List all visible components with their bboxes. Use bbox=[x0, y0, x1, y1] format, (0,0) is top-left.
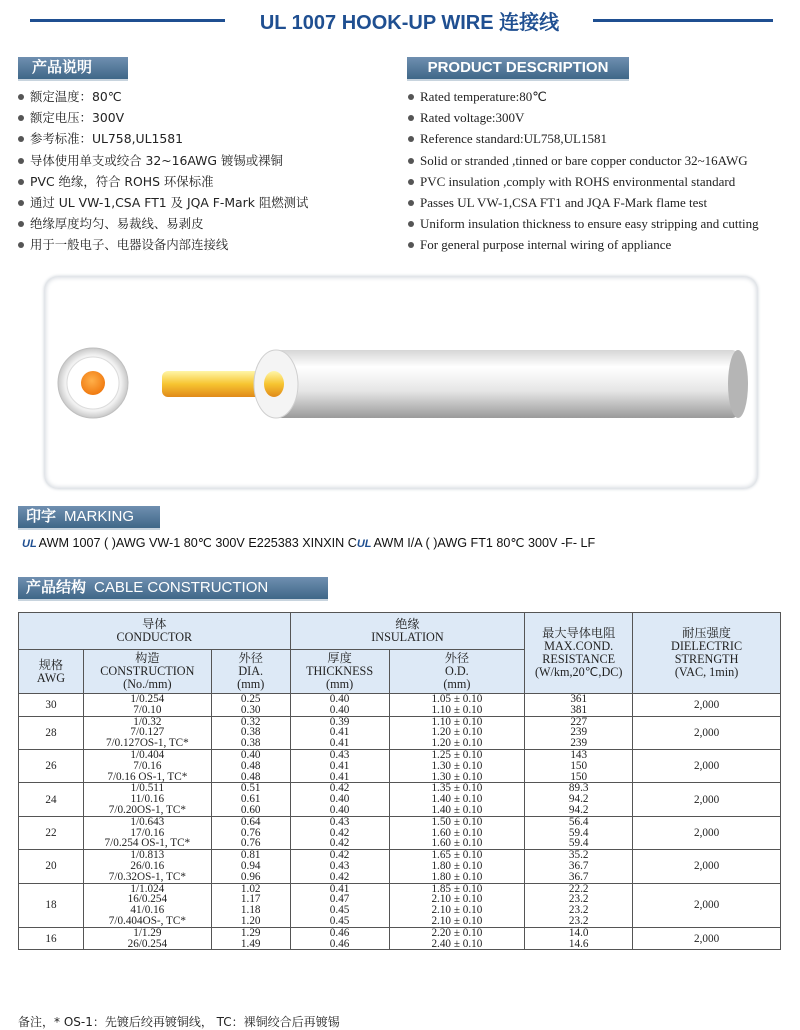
wire-side-view bbox=[162, 350, 748, 418]
resistance-cell-line: 14.6 bbox=[568, 937, 589, 950]
bullet-icon bbox=[18, 179, 24, 185]
marking-text: UL AWM 1007 ( )AWG VW-1 80℃ 300V E225383 XINXIN CUL AWM I/A ( )AWG FT1 80℃ 300V -F- LF bbox=[22, 536, 596, 550]
voltage-cell: 2,000 bbox=[633, 694, 781, 717]
bullet-icon bbox=[408, 115, 414, 121]
od-cell-line: 1.25 ± 0.10 bbox=[431, 748, 483, 761]
awg-header: 规格 AWG bbox=[19, 650, 84, 694]
dia-cell-line: 0.76 bbox=[240, 826, 261, 839]
thickness-cell-line: 0.46 bbox=[329, 937, 350, 950]
construction-cell-line: 1/0.254 bbox=[130, 693, 165, 705]
od-cell-line: 2.10 ± 0.10 bbox=[431, 904, 483, 917]
dia-cell-line: 0.81 bbox=[240, 849, 261, 862]
od-cell-line: 1.85 ± 0.10 bbox=[431, 882, 483, 895]
resistance-cell bbox=[525, 816, 633, 849]
construction-cell-line: 11/0.16 bbox=[130, 793, 165, 806]
dia-cell-line: 0.48 bbox=[240, 770, 261, 783]
thickness-cell-line: 0.45 bbox=[329, 904, 350, 917]
bullet-icon bbox=[408, 242, 414, 248]
od-cell-line: 1.65 ± 0.10 bbox=[431, 849, 483, 862]
od-cell-line: 1.40 ± 0.10 bbox=[431, 803, 483, 816]
list-item: Rated voltage:300V bbox=[408, 107, 759, 128]
description-cn-list bbox=[18, 86, 308, 256]
bullet-icon bbox=[408, 179, 414, 185]
list-item: 绝缘厚度均匀、易裁线、易剥皮 bbox=[18, 213, 308, 234]
od-cell-line: 2.20 ± 0.10 bbox=[431, 926, 483, 939]
dia-cell-line: 0.25 bbox=[240, 693, 261, 705]
resistance-cell bbox=[525, 694, 633, 717]
dia-cell bbox=[211, 883, 290, 927]
od-cell bbox=[389, 783, 525, 816]
dia-header: 外径 DIA. (mm) bbox=[211, 650, 290, 694]
table-row bbox=[19, 749, 781, 782]
bullet-icon bbox=[18, 242, 24, 248]
dia-cell-line: 0.38 bbox=[240, 737, 261, 750]
thickness-cell-line: 0.39 bbox=[329, 715, 350, 728]
construction-cell-line: 1/0.32 bbox=[133, 715, 162, 728]
thickness-cell-line: 0.41 bbox=[329, 737, 350, 750]
construction-cell bbox=[83, 883, 211, 927]
od-cell bbox=[389, 749, 525, 782]
wire-end-view bbox=[58, 348, 128, 418]
construction-cell bbox=[83, 850, 211, 883]
conductor-group-header: 导体 CONDUCTOR bbox=[19, 613, 291, 650]
construction-cell-line: 7/0.32OS-1, TC* bbox=[108, 870, 186, 883]
resistance-cell-line: 361 bbox=[570, 693, 588, 705]
resistance-cell-line: 36.7 bbox=[568, 859, 589, 872]
construction-cell-line: 1/1.024 bbox=[130, 882, 165, 895]
thickness-cell bbox=[290, 850, 389, 883]
list-item: 用于一般电子、电器设备内部连接线 bbox=[18, 234, 308, 255]
description-cn-header: 产品说明 bbox=[18, 57, 128, 79]
resistance-header: 最大导体电阻 MAX.COND. RESISTANCE (W/km,20℃,DC) bbox=[525, 613, 633, 694]
ul-logo-icon: UL bbox=[356, 538, 372, 550]
resistance-cell bbox=[525, 927, 633, 950]
dia-cell-line: 1.49 bbox=[240, 937, 261, 950]
construction-cell-line: 17/0.16 bbox=[130, 826, 165, 839]
thickness-cell-line: 0.43 bbox=[329, 815, 350, 828]
awg-cell: 18 bbox=[19, 883, 84, 927]
thickness-cell-line: 0.40 bbox=[329, 703, 350, 716]
thickness-cell-line: 0.40 bbox=[329, 793, 350, 806]
list-item: Passes UL VW-1,CSA FT1 and JQA F-Mark flame test bbox=[408, 192, 759, 213]
construct-header: 构造 CONSTRUCTION (No./mm) bbox=[83, 650, 211, 694]
dia-cell-line: 0.38 bbox=[240, 726, 261, 739]
od-cell-line: 1.60 ± 0.10 bbox=[431, 837, 483, 850]
construction-cell-line: 7/0.10 bbox=[133, 703, 162, 716]
od-cell bbox=[389, 850, 525, 883]
dia-cell-line: 0.32 bbox=[240, 715, 261, 728]
dia-cell-line: 1.20 bbox=[240, 914, 261, 927]
construction-cell-line: 7/0.127OS-1, TC* bbox=[105, 737, 189, 750]
od-cell-line: 1.30 ± 0.10 bbox=[431, 770, 483, 783]
construction-cell-line: 1/0.511 bbox=[130, 782, 165, 795]
description-en-list bbox=[408, 86, 759, 256]
od-cell-line: 1.10 ± 0.10 bbox=[431, 715, 483, 728]
voltage-cell: 2,000 bbox=[633, 883, 781, 927]
thickness-cell-line: 0.41 bbox=[329, 770, 350, 783]
od-cell-line: 1.40 ± 0.10 bbox=[431, 793, 483, 806]
resistance-cell-line: 59.4 bbox=[568, 837, 589, 850]
dia-cell bbox=[211, 749, 290, 782]
dia-cell-line: 0.48 bbox=[240, 759, 261, 772]
footnote: 备注，* OS-1：先镀后绞再镀铜线， TC：裸铜绞合后再镀锡 bbox=[18, 1015, 340, 1029]
resistance-cell bbox=[525, 783, 633, 816]
list-item: Reference standard:UL758,UL1581 bbox=[408, 128, 759, 149]
list-item: 导体使用单支或绞合 32~16AWG 镀锡或裸铜 bbox=[18, 150, 308, 171]
list-item: PVC insulation ,comply with ROHS environmental standard bbox=[408, 171, 759, 192]
construction-cell-line: 26/0.254 bbox=[127, 937, 168, 950]
thickness-cell bbox=[290, 783, 389, 816]
awg-cell: 30 bbox=[19, 694, 84, 717]
od-cell-line: 2.40 ± 0.10 bbox=[431, 937, 483, 950]
voltage-cell: 2,000 bbox=[633, 850, 781, 883]
awg-cell: 28 bbox=[19, 716, 84, 749]
dia-cell-line: 1.02 bbox=[240, 882, 261, 895]
thickness-cell-line: 0.42 bbox=[329, 837, 350, 850]
thickness-cell-line: 0.42 bbox=[329, 782, 350, 795]
insulation-group-header: 绝缘 INSULATION bbox=[290, 613, 525, 650]
resistance-cell-line: 23.2 bbox=[568, 904, 589, 917]
thickness-cell-line: 0.42 bbox=[329, 870, 350, 883]
construction-table bbox=[18, 612, 781, 950]
table-row bbox=[19, 850, 781, 883]
dia-cell-line: 0.60 bbox=[240, 803, 261, 816]
awg-cell: 24 bbox=[19, 783, 84, 816]
od-cell-line: 1.50 ± 0.10 bbox=[431, 815, 483, 828]
list-item: PVC 绝缘，符合 ROHS 环保标准 bbox=[18, 171, 308, 192]
thickness-cell-line: 0.46 bbox=[329, 926, 350, 939]
thickness-cell bbox=[290, 883, 389, 927]
list-item: Rated temperature:80℃ bbox=[408, 86, 759, 107]
resistance-cell-line: 239 bbox=[570, 737, 588, 750]
resistance-cell-line: 89.3 bbox=[568, 782, 589, 795]
bullet-icon bbox=[408, 200, 414, 206]
od-cell-line: 2.10 ± 0.10 bbox=[431, 893, 483, 906]
construction-cell-line: 1/0.643 bbox=[130, 815, 165, 828]
list-item: Solid or stranded ,tinned or bare copper conductor 32~16AWG bbox=[408, 150, 759, 171]
construction-cell-line: 7/0.16 OS-1, TC* bbox=[107, 770, 188, 783]
bullet-icon bbox=[18, 221, 24, 227]
od-cell-line: 1.80 ± 0.10 bbox=[431, 870, 483, 883]
page-title-bar bbox=[0, 4, 800, 32]
awg-cell: 26 bbox=[19, 749, 84, 782]
dia-cell bbox=[211, 694, 290, 717]
resistance-cell-line: 56.4 bbox=[568, 815, 589, 828]
resistance-cell-line: 94.2 bbox=[568, 803, 589, 816]
thickness-cell-line: 0.40 bbox=[329, 803, 350, 816]
od-cell-line: 1.05 ± 0.10 bbox=[431, 693, 483, 705]
od-cell-line: 1.60 ± 0.10 bbox=[431, 826, 483, 839]
bullet-icon bbox=[18, 158, 24, 164]
od-cell bbox=[389, 716, 525, 749]
resistance-cell bbox=[525, 749, 633, 782]
dielectric-header: 耐压强度 DIELECTRIC STRENGTH (VAC, 1min) bbox=[633, 613, 781, 694]
bullet-icon bbox=[18, 94, 24, 100]
voltage-cell: 2,000 bbox=[633, 749, 781, 782]
resistance-cell-line: 150 bbox=[570, 759, 588, 772]
thickness-cell-line: 0.41 bbox=[329, 726, 350, 739]
table-row bbox=[19, 716, 781, 749]
od-header: 外径 O.D. (mm) bbox=[389, 650, 525, 694]
dia-cell-line: 1.29 bbox=[240, 926, 261, 939]
od-cell bbox=[389, 694, 525, 717]
thickness-cell-line: 0.41 bbox=[329, 759, 350, 772]
construction-cell-line: 7/0.404OS-, TC* bbox=[108, 914, 186, 927]
construction-cell-line: 7/0.20OS-1, TC* bbox=[108, 803, 186, 816]
resistance-cell-line: 14.0 bbox=[568, 926, 589, 939]
dia-cell-line: 0.40 bbox=[240, 748, 261, 761]
ul-logo-icon: UL bbox=[22, 538, 37, 550]
thickness-cell-line: 0.43 bbox=[329, 748, 350, 761]
dia-cell bbox=[211, 716, 290, 749]
dia-cell bbox=[211, 816, 290, 849]
od-cell bbox=[389, 927, 525, 950]
thickness-header: 厚度 THICKNESS (mm) bbox=[290, 650, 389, 694]
dia-cell-line: 0.76 bbox=[240, 837, 261, 850]
thickness-cell-line: 0.41 bbox=[329, 882, 350, 895]
dia-cell bbox=[211, 783, 290, 816]
thickness-cell-line: 0.42 bbox=[329, 849, 350, 862]
resistance-cell-line: 22.2 bbox=[568, 882, 589, 895]
resistance-cell-line: 239 bbox=[570, 726, 588, 739]
dia-cell-line: 1.17 bbox=[240, 893, 261, 906]
thickness-cell bbox=[290, 816, 389, 849]
dia-cell bbox=[211, 927, 290, 950]
resistance-cell-line: 143 bbox=[570, 748, 588, 761]
resistance-cell-line: 94.2 bbox=[568, 793, 589, 806]
table-row bbox=[19, 694, 781, 717]
thickness-cell bbox=[290, 694, 389, 717]
construction-cell-line: 1/0.813 bbox=[130, 849, 165, 862]
title-rule-left bbox=[30, 19, 225, 22]
list-item: Uniform insulation thickness to ensure easy stripping and cutting bbox=[408, 213, 759, 234]
construction-cell-line: 7/0.127 bbox=[130, 726, 165, 739]
construction-cell bbox=[83, 694, 211, 717]
construction-header: 产品结构 CABLE CONSTRUCTION bbox=[18, 577, 328, 599]
resistance-cell bbox=[525, 716, 633, 749]
construction-cell bbox=[83, 816, 211, 849]
list-item: For general purpose internal wiring of appliance bbox=[408, 234, 759, 255]
resistance-cell-line: 23.2 bbox=[568, 914, 589, 927]
wire-illustration bbox=[44, 276, 758, 489]
dia-cell-line: 0.51 bbox=[240, 782, 261, 795]
description-en-header: PRODUCT DESCRIPTION bbox=[407, 57, 629, 79]
thickness-cell-line: 0.45 bbox=[329, 914, 350, 927]
od-cell-line: 1.35 ± 0.10 bbox=[431, 782, 483, 795]
dia-cell-line: 0.30 bbox=[240, 703, 261, 716]
dia-cell-line: 0.94 bbox=[240, 859, 261, 872]
resistance-cell-line: 381 bbox=[570, 703, 588, 716]
resistance-cell-line: 227 bbox=[570, 715, 588, 728]
voltage-cell: 2,000 bbox=[633, 716, 781, 749]
bullet-icon bbox=[18, 200, 24, 206]
dia-cell-line: 0.61 bbox=[240, 793, 261, 806]
thickness-cell-line: 0.42 bbox=[329, 826, 350, 839]
construction-cell-line: 7/0.254 OS-1, TC* bbox=[104, 837, 191, 850]
thickness-cell bbox=[290, 927, 389, 950]
thickness-cell-line: 0.47 bbox=[329, 893, 350, 906]
bullet-icon bbox=[408, 221, 414, 227]
od-cell-line: 2.10 ± 0.10 bbox=[431, 914, 483, 927]
bullet-icon bbox=[408, 136, 414, 142]
resistance-cell-line: 59.4 bbox=[568, 826, 589, 839]
awg-cell: 16 bbox=[19, 927, 84, 950]
bullet-icon bbox=[18, 115, 24, 121]
dia-cell-line: 0.64 bbox=[240, 815, 261, 828]
list-item: 额定电压：300V bbox=[18, 107, 308, 128]
construction-cell-line: 7/0.16 bbox=[133, 759, 162, 772]
resistance-cell-line: 36.7 bbox=[568, 870, 589, 883]
resistance-cell bbox=[525, 883, 633, 927]
awg-cell: 20 bbox=[19, 850, 84, 883]
od-cell-line: 1.80 ± 0.10 bbox=[431, 859, 483, 872]
awg-cell: 22 bbox=[19, 816, 84, 849]
table-row bbox=[19, 783, 781, 816]
list-item: 额定温度：80℃ bbox=[18, 86, 308, 107]
od-cell-line: 1.10 ± 0.10 bbox=[431, 703, 483, 716]
construction-cell-line: 41/0.16 bbox=[130, 904, 165, 917]
voltage-cell: 2,000 bbox=[633, 816, 781, 849]
construction-cell bbox=[83, 927, 211, 950]
thickness-cell bbox=[290, 749, 389, 782]
voltage-cell: 2,000 bbox=[633, 783, 781, 816]
table-row bbox=[19, 816, 781, 849]
od-cell bbox=[389, 883, 525, 927]
dia-cell-line: 1.18 bbox=[240, 904, 261, 917]
resistance-cell-line: 23.2 bbox=[568, 893, 589, 906]
list-item: 通过 UL VW-1,CSA FT1 及 JQA F-Mark 阻燃测试 bbox=[18, 192, 308, 213]
construction-cell-line: 1/1.29 bbox=[133, 926, 162, 939]
construction-cell-line: 16/0.254 bbox=[127, 893, 168, 906]
bullet-icon bbox=[408, 94, 414, 100]
list-item: 参考标准：UL758,UL1581 bbox=[18, 128, 308, 149]
table-row bbox=[19, 927, 781, 950]
construction-cell bbox=[83, 716, 211, 749]
od-cell-line: 1.30 ± 0.10 bbox=[431, 759, 483, 772]
resistance-cell-line: 150 bbox=[570, 770, 588, 783]
thickness-cell-line: 0.43 bbox=[329, 859, 350, 872]
thickness-cell bbox=[290, 716, 389, 749]
construction-cell-line: 26/0.16 bbox=[130, 859, 165, 872]
resistance-cell bbox=[525, 850, 633, 883]
construction-cell bbox=[83, 749, 211, 782]
od-cell-line: 1.20 ± 0.10 bbox=[431, 737, 483, 750]
marking-header: 印字 MARKING bbox=[18, 506, 160, 528]
resistance-cell-line: 35.2 bbox=[568, 849, 589, 862]
dia-cell bbox=[211, 850, 290, 883]
construction-cell bbox=[83, 783, 211, 816]
dia-cell-line: 0.96 bbox=[240, 870, 261, 883]
construction-cell-line: 1/0.404 bbox=[130, 748, 165, 761]
table-row bbox=[19, 883, 781, 927]
od-cell bbox=[389, 816, 525, 849]
page-title: UL 1007 HOOK-UP WIRE 连接线 bbox=[259, 12, 560, 34]
thickness-cell-line: 0.40 bbox=[329, 693, 350, 705]
title-rule-right bbox=[593, 19, 773, 22]
od-cell-line: 1.20 ± 0.10 bbox=[431, 726, 483, 739]
bullet-icon bbox=[18, 136, 24, 142]
bullet-icon bbox=[408, 158, 414, 164]
voltage-cell: 2,000 bbox=[633, 927, 781, 950]
